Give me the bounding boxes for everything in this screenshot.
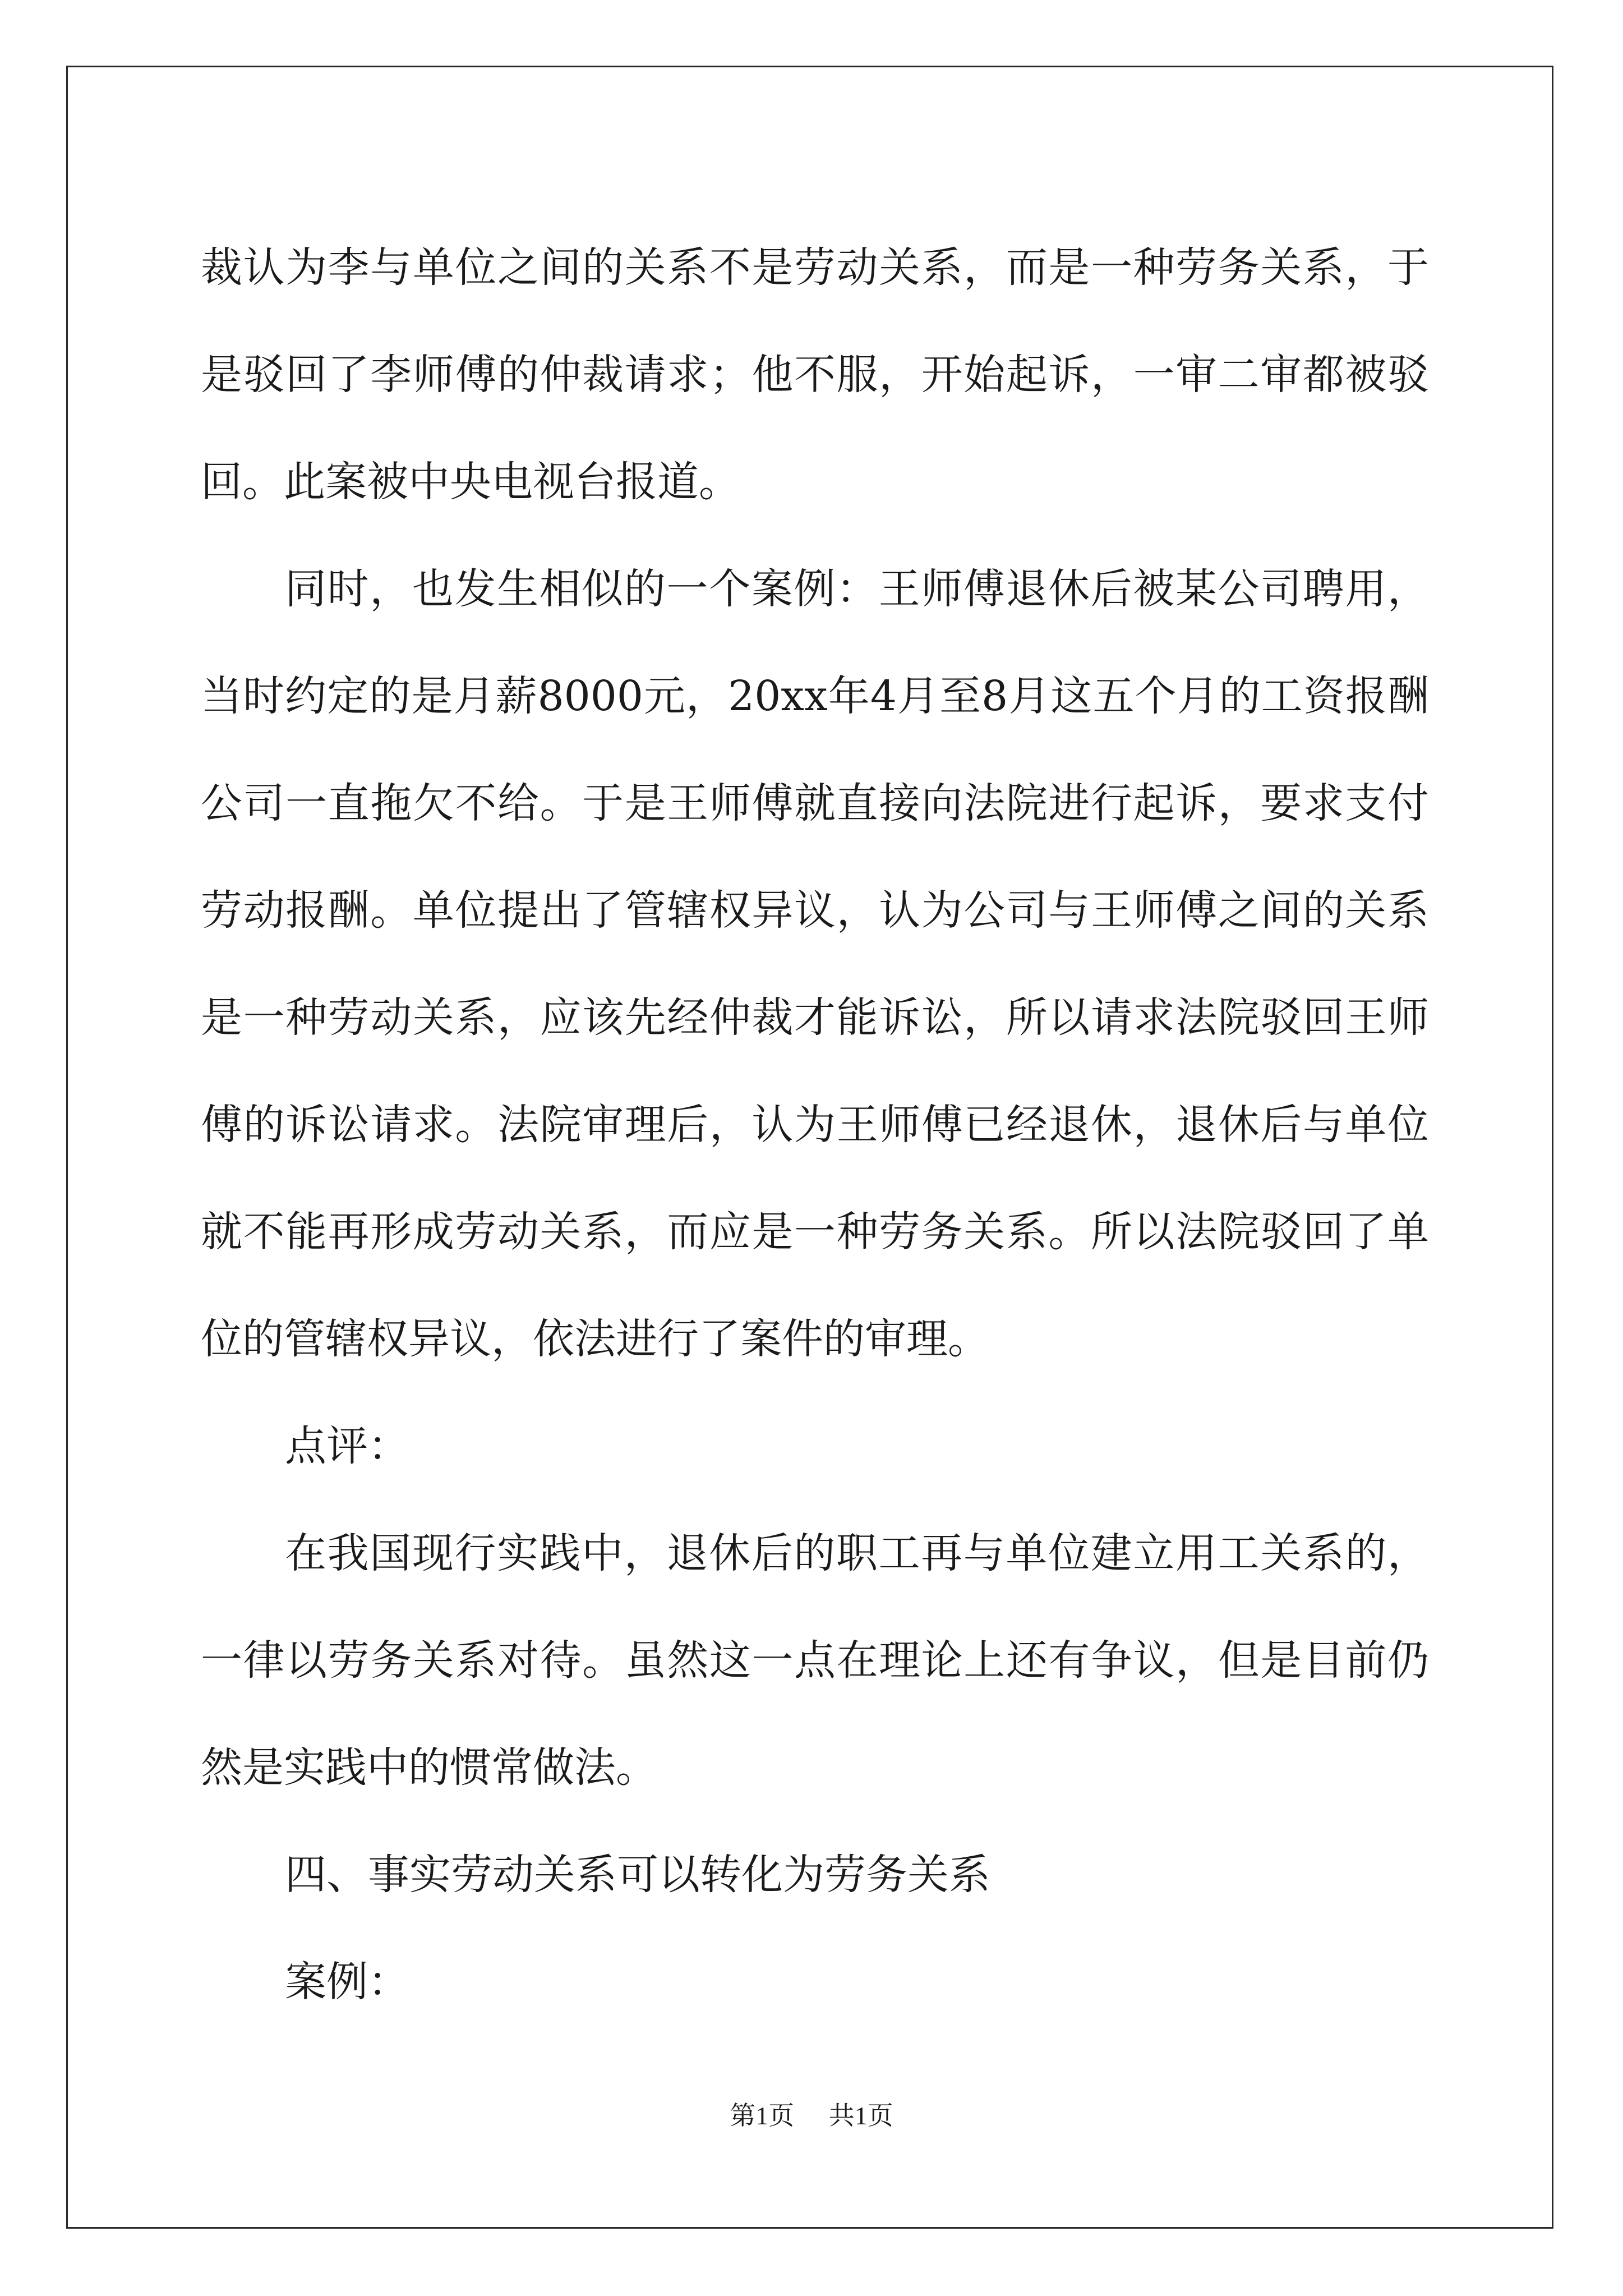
page-footer bbox=[0, 2099, 1623, 2133]
paragraph-commentary-heading: 点评： bbox=[285, 1422, 409, 1470]
paragraph-case-label: 案例： bbox=[285, 1958, 409, 2006]
section-heading: 四、事实劳动关系可以转化为劳务关系 bbox=[285, 1851, 990, 1899]
page-total: 共1页 bbox=[828, 2101, 893, 2130]
paragraph-wang-case: 同时，也发生相似的一个案例：王师傅退休后被某公司聘用，当时约定的是月薪8000元，20xx年4月至8月这五个月的工资报酬公司一直拖欠不给。于是王师傅就直接向法院进行起诉，要求支付劳动报酬。单位提出了管辖权异议，认为公司与王师傅之间的关系是一种劳动关系，应该先经仲裁才能诉讼，所以请求法院驳回王师傅的诉讼请求。法院审理后，认为王师傅已经退休，退休后与单位就不能再形成劳动关系，而应是一种劳务关系。所以法院驳回了单位的管辖权异议，依法进行了案件的审理。 bbox=[201, 565, 1429, 1363]
paragraph-case-continuation: 裁认为李与单位之间的关系不是劳动关系，而是一种劳务关系，于是驳回了李师傅的仲裁请求；他不服，开始起诉，一审二审都被驳回。此案被中央电视台报道。 bbox=[201, 243, 1429, 506]
document-body bbox=[201, 214, 1429, 2036]
paragraph-commentary: 在我国现行实践中，退休后的职工再与单位建立用工关系的，一律以劳务关系对待。虽然这一点在理论上还有争议，但是目前仍然是实践中的惯常做法。 bbox=[201, 1529, 1429, 1792]
page-number: 第1页 bbox=[730, 2101, 795, 2130]
